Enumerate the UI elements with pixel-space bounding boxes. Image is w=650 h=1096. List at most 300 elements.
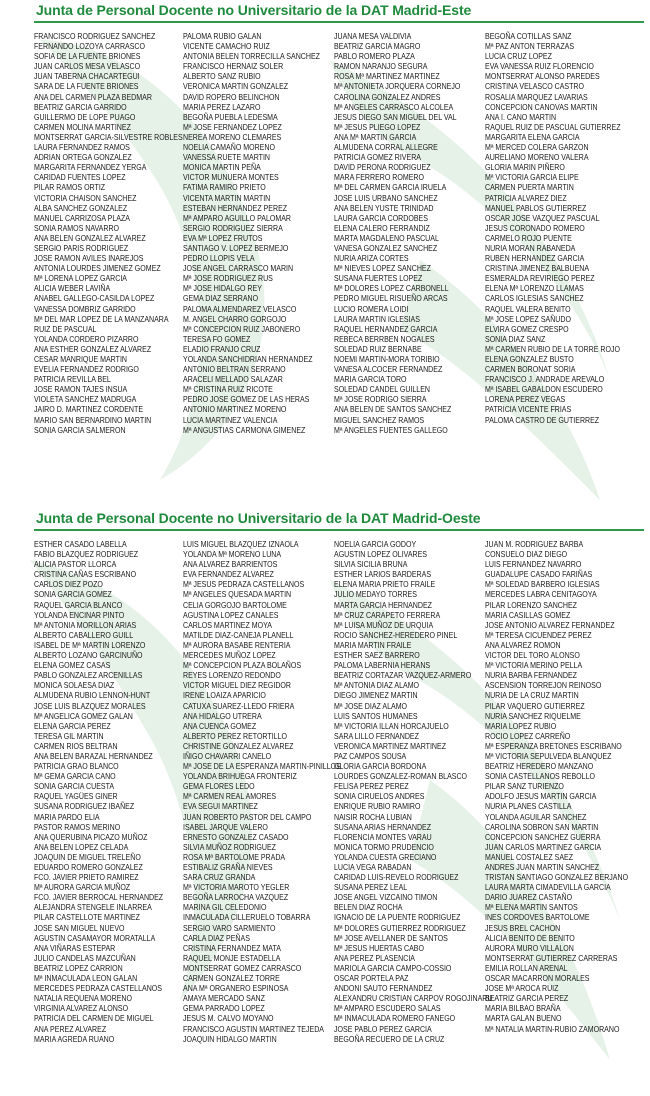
person-name: SUSANA PEREZ LEAL	[334, 883, 408, 893]
person-name: MARIA GARCIA TORO	[334, 375, 407, 385]
person-name: BEATRIZ GARCIA MAGRO	[334, 42, 421, 52]
person-name: Mª VICTORIA ILLAN HORCAJUELO	[334, 721, 449, 731]
person-name: BEATRIZ CORTAZAR VAZQUEZ-ARMERO	[334, 671, 472, 681]
person-name: NURIA ARIZA CORTES	[334, 254, 409, 264]
person-name: ESTHER LARIOS BARDERAS	[334, 570, 432, 580]
person-name: Mª VICTORIA SEPULVEDA BLANQUEZ	[485, 751, 612, 761]
person-name: Mª LUISA MUÑOZ DE URQUIA	[334, 620, 434, 630]
names-column-4	[485, 32, 643, 426]
person-name: ALMUDENA RUBIO LENNON-HUNT	[34, 691, 151, 701]
person-name: ENRIQUE RUBIO RAMIRO	[334, 802, 421, 812]
person-name: Mª INMACULADA ROMERO FANEGO	[334, 1014, 456, 1024]
person-name: SARA LILLO FERNANDEZ	[334, 731, 419, 741]
person-name: CAROLINA SOBRON SAN MARTIN	[485, 822, 599, 832]
person-name: MONICA TORMO PRUDENCIO	[334, 842, 434, 852]
person-name: Mª ANTONIETA JORQUERA CORNEJO	[334, 82, 461, 92]
person-name: LORENA PEREZ VEGAS	[485, 395, 566, 405]
person-name: ERNESTO GONZALEZ CASADO	[183, 832, 289, 842]
person-name: SILVIA SICILIA BRUNA	[334, 560, 408, 570]
person-name: INES CORDOVES BARTOLOME	[485, 913, 590, 923]
person-name: VICENTA MARTIN MARTIN	[183, 193, 271, 203]
person-name: PATRICIA GRAO BLANCO	[34, 762, 119, 772]
person-name: MANUEL COSTALEZ SAEZ	[485, 852, 574, 862]
person-name: PILAR VAQUERO GUTIERREZ	[485, 701, 585, 711]
person-name: ANA PEREZ ALVAREZ	[34, 1024, 107, 1034]
person-name: FCO. JAVIER BERROCAL HERNANDEZ	[34, 893, 164, 903]
person-name: MARIA PARDO ELIA	[34, 812, 100, 822]
person-name: Mª JESUS PLIEGO LOPEZ	[334, 122, 421, 132]
person-name: MONTSERRAT GARCIA-SILVESTRE ROBLES	[34, 132, 183, 142]
person-name: ANA Mª ORGANERO ESPINOSA	[183, 984, 289, 994]
person-name: NAISIR ROCHA LUBIAN	[334, 812, 412, 822]
person-name: ELENA GARCIA PEREZ	[34, 721, 111, 731]
person-name: MANUEL CARRIZOSA PLAZA	[34, 213, 130, 223]
person-name: JESUS CORONADO ROMERO	[485, 223, 585, 233]
person-name: Mª ANGUSTIAS CARMONA GIMENEZ	[183, 425, 306, 435]
person-name: ESTIBALIZ GRAÑA NIEVES	[183, 863, 273, 872]
person-name: Mª AURORA BASABE RENTERIA	[183, 640, 291, 650]
person-name: JUAN TABERNA CHACARTEGUI	[34, 72, 140, 82]
person-name: ADRIAN ORTEGA GONZALEZ	[34, 153, 132, 163]
person-name: JOAQUIN DE MIGUEL TRELEÑO	[34, 852, 141, 862]
person-name: SOLEDAD CANDEL GUILLEN	[334, 385, 431, 395]
person-name: BEGOÑA PUEBLA LEDESMA	[183, 112, 278, 122]
person-name: ROCIO SANCHEZ-HEREDERO PINEL	[334, 630, 458, 640]
person-name: DARIO JUAREZ CASTAÑO	[485, 893, 573, 903]
person-name: MONICA SOLAESA DIAZ	[34, 681, 115, 691]
person-name: LUIS MIGUEL BLAZQUEZ IZNAOLA	[183, 540, 299, 549]
person-name: IÑIGO CHAVARRI CANELO	[183, 751, 272, 761]
person-name: Mª NATALIA MARTIN-RUBIO ZAMORANO	[485, 1024, 620, 1034]
person-name: RAQUEL GARCIA BLANCO	[34, 600, 123, 610]
person-name: ANA DEL CARMEN PLAZA BEDMAR	[34, 92, 152, 102]
person-name: ISABEL JARQUE VALERO	[183, 822, 268, 832]
person-name: Mª AMPARO AGUILLO PALOMAR	[183, 213, 291, 223]
person-name: ANA BELEN GONZALEZ ALVAREZ	[34, 233, 146, 243]
person-name: ESTHER CASADO LABELLA	[34, 540, 127, 549]
person-name: Mª CRISTINA RUIZ RICOTE	[183, 385, 273, 395]
person-name: ANTONIA BELEN TORRECILLA SANCHEZ	[183, 52, 320, 62]
person-name: MARIA CASILLAS GOMEZ	[485, 610, 571, 620]
person-name: MONTSERRAT ALONSO PAREDES	[485, 72, 600, 82]
person-name: JOSE LUIS URBANO SANCHEZ	[334, 193, 438, 203]
person-name: SONIA GARCIA CUESTA	[34, 782, 115, 792]
person-name: ANA ALVAREZ BARRIENTOS	[183, 560, 278, 570]
person-name: Mª AMPARO ESCUDERO SALAS	[334, 1004, 441, 1014]
person-name: JUAN ROBERTO PASTOR DEL CAMPO	[183, 812, 312, 822]
person-name: AURORA MURO VILLALON	[485, 943, 574, 953]
person-name: MIGUEL SANCHEZ RAMOS	[334, 415, 425, 425]
person-name: ANA BELEN YUSTE TRINIDAD	[334, 203, 434, 213]
person-name: ALICIA PASTOR LLORCA	[34, 560, 117, 570]
person-name: PABLO ROMERO PLAZA	[334, 52, 415, 62]
person-name: ALBERTO CABALLERO GUILL	[34, 630, 134, 640]
person-name: TERESA GIL MARTIN	[34, 731, 104, 741]
person-name: Mª SOLEDAD BARBERO IGLESIAS	[485, 580, 600, 590]
person-name: RAQUEL MONJE ESTADELLA	[183, 953, 281, 963]
person-name: CARLOS DIEZ POZO	[34, 580, 103, 590]
person-name: ALEXANDRU CRISTIAN CARPOV ROGOJINARU	[334, 994, 493, 1004]
person-name: PALOMA CASTRO DE GUTIERREZ	[485, 415, 600, 425]
person-name: OSCAR MACARRON MORALES	[485, 974, 590, 984]
person-name: MARGARITA FERNANDEZ YERGA	[34, 163, 147, 173]
person-name: JOSE ANGEL CARRASCO MARIN	[183, 264, 294, 274]
person-name: M. ANGEL CHARRO GORGOJO	[183, 314, 287, 324]
names-column-3	[334, 32, 481, 436]
person-name: CONCEPCION CANOVAS MARTIN	[485, 102, 598, 112]
person-name: Mª INMACULADA LEON GALAN	[34, 974, 138, 984]
person-name: VICENTE CAMACHO RUIZ	[183, 42, 270, 52]
person-name: LUIS SANTOS HUMANES	[334, 711, 418, 721]
person-name: JOAQUIN HIDALGO MARTIN	[183, 1034, 277, 1044]
person-name: CARLA DIAZ PEÑAS	[183, 933, 250, 943]
person-name: ESTEBAN HERNANDEZ PEREZ	[183, 203, 288, 213]
person-name: OSCAR PORTELA PAZ	[334, 974, 409, 984]
person-name: FRANCISCO RODRIGUEZ SANCHEZ	[34, 32, 156, 41]
person-name: LAURA GARCIA CORDOBES	[334, 213, 428, 223]
person-name: ELENA MARIA PRIETO FRAILE	[334, 580, 436, 590]
person-name: Mª ANGELES CARRASCO ALCOLEA	[334, 102, 454, 112]
person-name: ANA BELEN DE SANTOS SANCHEZ	[334, 405, 452, 415]
person-name: VERONICA MARTINEZ MARTINEZ	[334, 741, 447, 751]
person-name: Mª CRUZ CARAPETO FERRERA	[334, 610, 441, 620]
person-name: LAURA FERNANDEZ RAMOS	[34, 143, 130, 153]
person-name: BEGOÑA RECUERO DE LA CRUZ	[334, 1034, 445, 1044]
person-name: ELENA GOMEZ CASAS	[34, 661, 111, 671]
person-name: NURIA DE LA CRUZ MARTIN	[485, 691, 579, 701]
person-name: YOLANDA ENCINAR PINTO	[34, 610, 125, 620]
person-name: CARLOS IGLESIAS SANCHEZ	[485, 294, 584, 304]
person-name: REYES LORENZO REDONDO	[183, 671, 281, 681]
person-name: Mª JOSE FERNANDEZ LOPEZ	[183, 122, 282, 132]
person-name: FERNANDO LOZOYA CARRASCO	[34, 42, 145, 52]
person-name: VICTOR MUNUERA MONTES	[183, 173, 279, 183]
person-name: BEATRIZ GARCIA PEREZ	[485, 994, 569, 1004]
person-name: ALEJANDRA STENGELE INLARREA	[34, 903, 152, 913]
person-name: PATRICIA ALVAREZ DIEZ	[485, 193, 567, 203]
person-name: Mª JOSE DIAZ ALAMO	[334, 701, 408, 711]
person-name: GUILLERMO DE LOPE PUAGO	[34, 112, 136, 122]
person-name: NURIA MORAN RABANEDA	[485, 243, 576, 253]
person-name: AGUSTIN LOPEZ OLIVARES	[334, 550, 428, 560]
person-name: Mª DEL CARMEN GARCIA IRUELA	[334, 183, 447, 193]
person-name: VANESSA DOMBRIZ GARRIDO	[34, 304, 136, 314]
person-name: Mª JESUS PEDRAZA CASTELLANOS	[183, 580, 305, 590]
person-name: CELIA GORGOJO BARTOLOME	[183, 600, 287, 610]
person-name: SERGIO RODRIGUEZ SIERRA	[183, 223, 283, 233]
person-name: Mª DOLORES GUTIERREZ RODRIGUEZ	[334, 923, 466, 933]
person-name: BEATRIZ GARCIA GARRIDO	[34, 102, 127, 112]
person-name: JOSE ANTONIO ALVAREZ FERNANDEZ	[485, 620, 615, 630]
person-name: NATALIA REQUENA MORENO	[34, 994, 132, 1004]
person-name: BEGOÑA COTILLAS SANZ	[485, 32, 572, 41]
person-name: INMACULADA CILLERUELO TOBARRA	[183, 913, 311, 923]
person-name: LOURDES GONZALEZ-ROMAN BLASCO	[334, 772, 468, 782]
person-name: CHRISTINE GONZALEZ ALVAREZ	[183, 741, 294, 751]
person-name: JESUS M. CALVO MOYANO	[183, 1014, 274, 1024]
person-name: ANDONI SAUTO FERNANDEZ	[334, 984, 433, 994]
person-name: PALOMA LABERNIA HERANS	[334, 661, 431, 671]
person-name: Mª JOSE RODRIGUEZ RUS	[183, 274, 273, 284]
person-name: FATIMA RAMIRO PRIETO	[183, 183, 266, 193]
person-name: ANA Mª MARTIN GARCIA	[334, 132, 417, 142]
person-name: ROSA Mª BARTOLOME PRADA	[183, 852, 286, 862]
person-name: PATRICIA VICENTE FRIAS	[485, 405, 572, 415]
person-name: ROSA Mª MARTINEZ MARTINEZ	[334, 72, 440, 82]
person-name: Mª JOSE AVELLANER DE SANTOS	[334, 933, 448, 943]
person-name: Mª JOSE DE LA ESPERANZA MARTIN-PINILLOS	[183, 762, 341, 772]
person-name: RAQUEL YAGÜES GINER	[34, 792, 118, 802]
person-name: SOFIA DE LA FUENTE BRIONES	[34, 52, 141, 62]
person-name: DIEGO JIMENEZ MARTIN	[334, 691, 418, 701]
person-name: Mª ANGELES FUENTES GALLEGO	[334, 425, 448, 435]
person-name: ELADIO FRANJO CRUZ	[183, 344, 261, 354]
person-name: MARIA PEREZ LAZARO	[183, 102, 261, 112]
person-name: CESAR MANRIQUE MARTIN	[34, 355, 127, 364]
person-name: RUBEN HERNANDEZ GARCIA	[485, 254, 585, 264]
person-name: ALBERTO PEREZ RETORTILLO	[183, 731, 287, 741]
person-name: PATRICIA GOMEZ RIVERA	[334, 153, 421, 163]
person-name: JOSE SAN MIGUEL NUEVO	[34, 923, 125, 933]
person-name: ALBA SANCHEZ GONZALEZ	[34, 203, 128, 213]
section-divider	[34, 21, 644, 23]
person-name: Mª DOLORES LOPEZ CARBONELL	[334, 284, 449, 294]
person-name: JUAN CARLOS MARTINEZ GARCIA	[485, 842, 602, 852]
person-name: PATRICIA DEL CARMEN DE MIGUEL	[34, 1014, 154, 1024]
person-name: MERCEDES PEDRAZA CASTELLANOS	[34, 984, 162, 994]
person-name: MARIA BILBAO BRAÑA	[485, 1004, 561, 1014]
person-name: CRISTINA JIMENEZ BALBUENA	[485, 264, 590, 274]
person-name: BELEN DIAZ ROCHA	[334, 903, 403, 913]
person-name: YOLANDA SANCHIDRIAN HERNANDEZ	[183, 355, 313, 364]
person-name: YOLANDA AGUILAR SANCHEZ	[485, 812, 587, 822]
person-name: JOSE ANGEL VIZCAINO TIMON	[334, 893, 438, 903]
person-name: SONIA CASTELLANOS REBOLLO	[485, 772, 595, 782]
person-name: CAROLINA GONZALEZ ANDRES	[334, 92, 441, 102]
person-name: MARTA GARCIA HERNANDEZ	[334, 600, 432, 610]
person-name: GEMA PARRADO LOPEZ	[183, 1004, 265, 1014]
person-name: LUIS FERNANDEZ NAVARRO	[485, 560, 582, 570]
person-name: MATILDE DIAZ-CANEJA PLANELL	[183, 630, 294, 640]
person-name: Mª AURORA GARCIA MUÑOZ	[34, 883, 131, 893]
person-name: MARIA AGREDA RUANO	[34, 1034, 115, 1044]
person-name: ALMUDENA CORRAL ALLEGRE	[334, 143, 438, 153]
person-name: LUCIA CRUZ LOPEZ	[485, 52, 552, 62]
person-name: JUANA MESA VALDIVIA	[334, 32, 412, 41]
person-name: GLORIA GARCIA BORDONA	[334, 762, 427, 772]
person-name: ANDRES JUAN MARTIN SANCHEZ	[485, 863, 600, 872]
person-name: CONCEPCION SANCHEZ GUERRA	[485, 832, 601, 842]
person-name: SARA DE LA FUENTE BRIONES	[34, 82, 139, 92]
person-name: NURIA SANCHEZ RIQUELME	[485, 711, 581, 721]
person-name: MARIA MARTIN FRAILE	[334, 640, 412, 650]
person-name: CARMEN GONZALEZ TORRE	[183, 974, 280, 984]
person-name: PEDRO LLOPIS VELA	[183, 254, 255, 264]
person-name: MARIA LOPEZ RUBIO	[485, 721, 557, 731]
person-name: ANA HIDALGO UTRERA	[183, 711, 262, 721]
person-name: Mª DEL MAR LOPEZ DE LA MANZANARA	[34, 314, 169, 324]
person-name: AGUSTIN CASAMAYOR MORATALLA	[34, 933, 156, 943]
person-name: ELVIRA GOMEZ CRESPO	[485, 324, 569, 334]
person-name: GLORIA MARIN PIÑERO	[485, 163, 565, 173]
person-name: SANTIAGO V. LOPEZ BERMEJO	[183, 243, 289, 253]
person-name: Mª ESPERANZA BRETONES ESCRIBANO	[485, 741, 622, 751]
names-column-4	[485, 540, 650, 1035]
person-name: ALBERTO LOZANO GARCINUÑO	[34, 651, 143, 661]
person-name: VERONICA MARTIN GONZALEZ	[183, 82, 289, 92]
person-name: GEMA DIAZ SERRANO	[183, 294, 259, 304]
person-name: MONTSERRAT GUTIERREZ CARRERAS	[485, 953, 618, 963]
person-name: VIOLETA SANCHEZ MADRUGA	[34, 395, 137, 405]
person-name: LAURA MARTIN IGLESIAS	[334, 314, 420, 324]
person-name: BEGOÑA LARROCHA VAZQUEZ	[183, 893, 289, 903]
person-name: NEREA MORENO CLEMARES	[183, 132, 282, 142]
person-name: FABIO BLAZQUEZ RODRIGUEZ	[34, 550, 139, 560]
person-name: IRENE LOAIZA APARICIO	[183, 691, 266, 701]
person-name: GUADALUPE CASADO FARIÑAS	[485, 570, 593, 580]
person-name: VICTOR DEL TORO ALONSO	[485, 651, 580, 661]
person-name: RAQUEL HERNANDEZ GARCIA	[334, 324, 438, 334]
person-name: Mª CARMEN REAL AMORES	[183, 792, 277, 802]
person-name: FRANCISCO AGUSTIN MARTINEZ TEJEDA	[183, 1024, 324, 1034]
person-name: CARLOS MARTINEZ MOYA	[183, 620, 272, 630]
person-name: EVA SEGUI MARTINEZ	[183, 802, 258, 812]
person-name: ANA ESTHER GONZALEZ ALVAREZ	[34, 344, 152, 354]
person-name: VIRGINIA ALVAREZ ALONSO	[34, 1004, 129, 1014]
names-column-1	[34, 540, 184, 1045]
person-name: SUSANA RODRIGUEZ IBAÑEZ	[34, 802, 135, 812]
person-name: EVA VANESSA RUIZ FLORENCIO	[485, 62, 594, 72]
person-name: CARMEN BORONAT SORIA	[485, 365, 576, 375]
person-name: Mª NIEVES LOPEZ SANCHEZ	[334, 264, 431, 274]
person-name: ANTONIO MARTINEZ MORENO	[183, 405, 287, 415]
person-name: Mª PAZ ANTON TERRAZAS	[485, 42, 575, 52]
person-name: ROSALIA MARQUEZ LAVARIAS	[485, 92, 588, 102]
person-name: ANA VIÑARAS ESTEPAR	[34, 943, 116, 953]
person-name: SUSANA FUERTES LOPEZ	[334, 274, 423, 284]
person-name: CRISTINA VELASCO CASTRO	[485, 82, 584, 92]
person-name: NOEMI MARTIN-MORA TORIBIO	[334, 355, 440, 364]
person-name: PASTOR RAMOS MERINO	[34, 822, 121, 832]
person-name: Mª JESUS HUERTAS CABO	[334, 943, 424, 953]
person-name: YOLANDA CUESTA GRECIANO	[334, 852, 437, 862]
person-name: JOSE Mª AROCA RUIZ	[485, 984, 559, 994]
person-name: ADOLFO JESUS MARTIN GARCIA	[485, 792, 597, 802]
person-name: MANUEL PABLOS GUTIERREZ	[485, 203, 587, 213]
person-name: SOLEDAD RUIZ BERNABE	[334, 344, 422, 354]
person-name: EMILIA ROLLAN ARENAL	[485, 963, 568, 973]
person-name: MARTA MAGDALENO PASCUAL	[334, 233, 439, 243]
person-name: ASCENSION TORREJON REINOSO	[485, 681, 602, 691]
person-name: RAQUEL VALERA BENITO	[485, 304, 571, 314]
person-name: JOSE PABLO PEREZ GARCIA	[334, 1024, 432, 1034]
person-name: SONIA RAMOS NAVARRO	[34, 223, 120, 233]
person-name: SERGIO PARIS RODRIGUEZ	[34, 243, 129, 253]
person-name: ANA BELEN BARAZAL HERNANDEZ	[34, 751, 153, 761]
person-name: NURIA PLANES CASTILLA	[485, 802, 572, 812]
person-name: SONIA GARCIA GOMEZ	[34, 590, 112, 600]
person-name: Mª TERESA CICUENDEZ PEREZ	[485, 630, 592, 640]
person-name: ANA CUENCA GOMEZ	[183, 721, 257, 731]
person-name: MARA FERRERO ROMERO	[334, 173, 424, 183]
person-name: Mª VICTORIA GARCIA ELIPE	[485, 173, 579, 183]
person-name: FCO. JAVIER PRIETO RAMIREZ	[34, 873, 139, 883]
person-name: DAVID PERONA RODRIGUEZ	[334, 163, 431, 173]
person-name: ANA PEREZ PLASENCIA	[334, 953, 416, 963]
person-name: ESMERALDA REVIRIEGO PEREZ	[485, 274, 595, 284]
person-name: ALBERTO SANZ RUBIO	[183, 72, 261, 82]
person-name: MARIO SAN BERNARDINO MARTIN	[34, 415, 152, 425]
person-name: VANESSA RUETE MARTIN	[183, 153, 270, 163]
person-name: JULIO MEDAYO TORRES	[334, 590, 417, 600]
person-name: Mª ANGELES QUESADA MARTIN	[183, 590, 292, 600]
person-name: SUSANA ARIAS HERNANDEZ	[334, 822, 432, 832]
person-name: NOELIA GARCIA GODOY	[334, 540, 417, 549]
person-name: YOLANDA BRIHUEGA FRONTERIZ	[183, 772, 297, 782]
person-name: VICTORIA CHAISON SANCHEZ	[34, 193, 137, 203]
person-name: PILAR LORENZO SANCHEZ	[485, 600, 577, 610]
person-name: YOLANDA Mª MORENO LUNA	[183, 550, 282, 560]
person-name: EVELIA FERNANDEZ RODRIGO	[34, 365, 139, 375]
person-name: MONTSERRAT GOMEZ CARRASCO	[183, 963, 302, 973]
person-name: MARINA GIL CELEDONIO	[183, 903, 267, 913]
person-name: EDUARDO ROMERO GONZALEZ	[34, 863, 143, 872]
person-name: ALICIA WEBER LAVIÑA	[34, 284, 111, 294]
person-name: PEDRO JOSE GOMEZ DE LAS HERAS	[183, 395, 310, 405]
person-name: Mª MERCED COLERA GARZON	[485, 143, 589, 153]
person-name: IGNACIO DE LA PUENTE RODRIGUEZ	[334, 913, 461, 923]
person-name: PILAR SANZ TURIENZO	[485, 782, 564, 792]
person-name: Mª JOSE RODRIGO SIERRA	[334, 395, 427, 405]
person-name: CATUXA SUAREZ-LLEDO FRIERA	[183, 701, 295, 711]
person-name: Mª ANTONIA DIAZ ALAMO	[334, 681, 420, 691]
person-name: ANA I. CANO MARTIN	[485, 112, 557, 122]
person-name: PATRICIA REVILLA BEL	[34, 375, 111, 385]
person-name: RAQUEL RUIZ DE PASCUAL GUTIERREZ	[485, 122, 621, 132]
person-name: ARACELI MELLADO SALAZAR	[183, 375, 283, 385]
person-name: Mª VICTORIA MAROTO YEGLER	[183, 883, 290, 893]
person-name: MERCEDES MUÑOZ LOPEZ	[183, 651, 276, 661]
person-name: PEDRO MIGUEL RISUEÑO ARCAS	[334, 294, 448, 304]
person-name: CARMEN RIOS BELTRAN	[34, 741, 118, 751]
person-name: RAMON NARANJO SEGURA	[334, 62, 428, 72]
person-name: ELENA Mª LORENZO LLAMAS	[485, 284, 584, 294]
person-name: AURELIANO MORENO VALERA	[485, 153, 589, 163]
person-name: Mª CONCEPCION PLAZA BOLAÑOS	[183, 661, 302, 671]
person-name: BEATRIZ LOPEZ CARRION	[34, 963, 123, 973]
section-title: Junta de Personal Docente no Universitario de la DAT Madrid-Oeste	[36, 510, 481, 526]
person-name: JOSE RAMON AVILES INAREJOS	[34, 254, 144, 264]
person-name: ANTONIA LOURDES JIMENEZ GOMEZ	[34, 264, 161, 274]
person-name: PILAR CASTELLOTE MARTINEZ	[34, 913, 140, 923]
person-name: Mª ELENA MARTIN SANTOS	[485, 903, 578, 913]
person-name: CONSUELO DIAZ DIEGO	[485, 550, 568, 560]
person-name: JESUS BREL CACHON	[485, 923, 561, 933]
person-name: BEATRIZ HEREDERO MANZANO	[485, 762, 594, 772]
person-name: ANA ALVAREZ ROMON	[485, 640, 561, 650]
person-name: PABLO GONZALEZ ARCENILLAS	[34, 671, 143, 681]
section-title: Junta de Personal Docente no Universitario de la DAT Madrid-Este	[36, 2, 472, 18]
person-name: CARMEN MOLINA MARTINEZ	[34, 122, 131, 132]
person-name: JOSE RAMON TAJES INSUA	[34, 385, 128, 395]
person-name: SONIA CIRUELOS ANDRES	[334, 792, 425, 802]
person-name: GEMA FLORES LEDO	[183, 782, 255, 792]
person-name: LUCIA VEGA RABADAN	[334, 863, 412, 872]
person-name: TRISTAN SANTIAGO GONZALEZ BERJANO	[485, 873, 629, 883]
person-name: PALOMA ALMENDAREZ VELASCO	[183, 304, 297, 314]
person-name: ELENA CALERO FERRANDIZ	[334, 223, 430, 233]
person-name: MERCEDES LABRA CENITAGOYA	[485, 590, 597, 600]
